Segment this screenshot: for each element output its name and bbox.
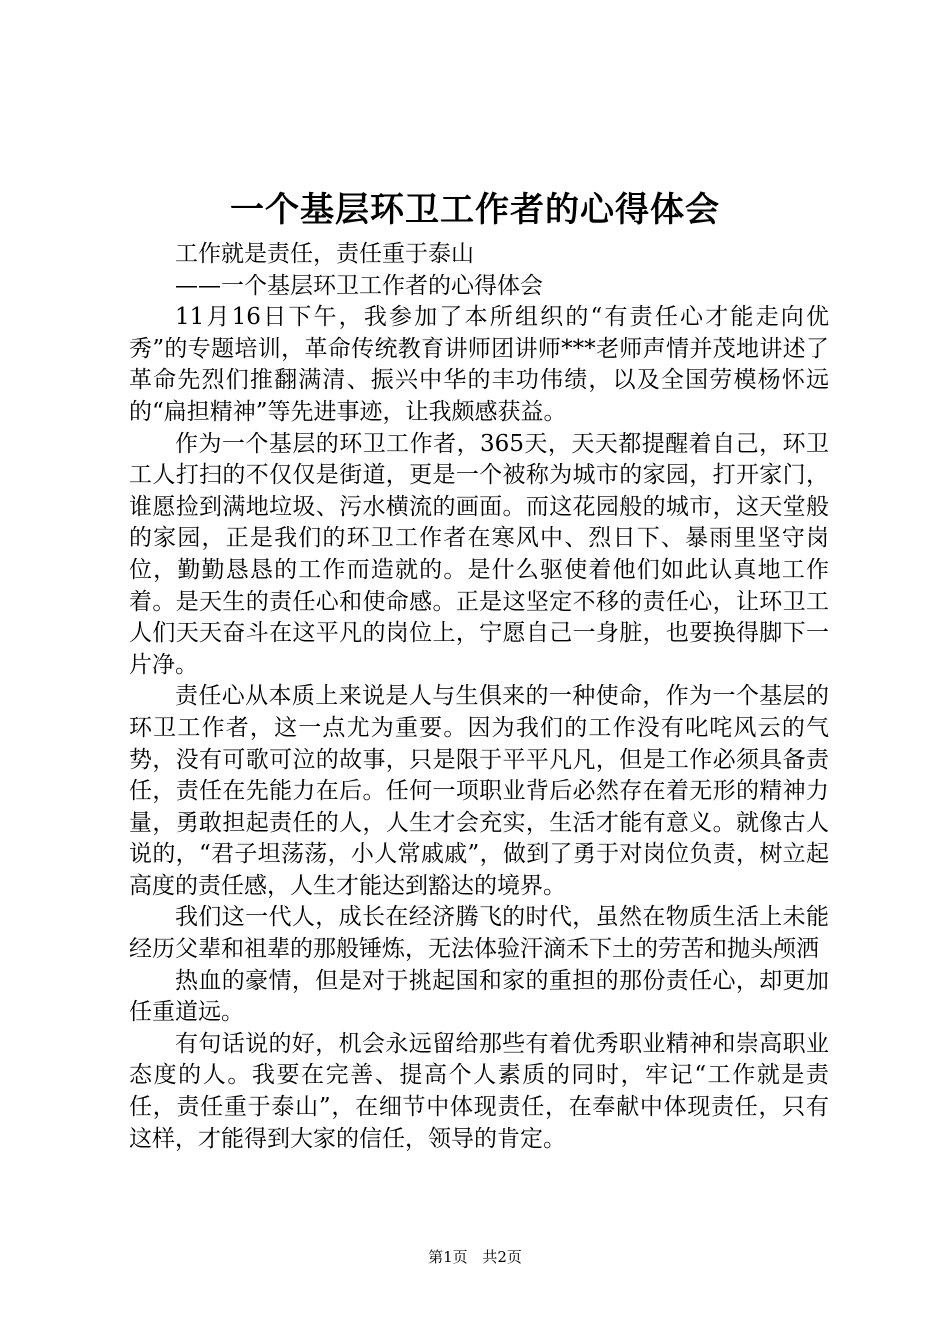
body-paragraph: 11月16日下午，我参加了本所组织的“有责任心才能走向优秀”的专题培训，革命传统教育讲师团讲师***老师声情并茂地讲述了革命先烈们推翻满清、振兴中华的丰功伟绩，以及全国劳模杨怀远的“扁担精神”等先进事迹，让我颇感获益。 bbox=[129, 304, 829, 425]
page-footer bbox=[0, 1247, 950, 1267]
body-paragraph: 作为一个基层的环卫工作者，365天，天天都提醒着自己，环卫工人打扫的不仅仅是街道，更是一个被称为城市的家园，打开家门，谁愿捡到满地垃圾、污水横流的画面。而这花园般的城市，这天堂般的家园，正是我们的环卫工作者在寒风中、烈日下、暴雨里坚守岗位，勤勤恳恳的工作而造就的。是什么驱使着他们如此认真地工作着。是天生的责任心和使命感。正是这坚定不移的责任心，让环卫工人们天天奋斗在这平凡的岗位上，宁愿自己一身脏，也要换得脚下一片净。 bbox=[129, 430, 829, 678]
body-paragraph: 有句话说的好，机会永远留给那些有着优秀职业精神和崇高职业态度的人。我要在完善、提高个人素质的同时，牢记“工作就是责任，责任重于泰山”，在细节中体现责任，在奉献中体现责任，只有这样，才能得到大家的信任，领导的肯定。 bbox=[129, 1030, 829, 1152]
subtitle-dash-line: ——一个基层环卫工作者的心得体会 bbox=[175, 272, 543, 299]
document-body bbox=[129, 239, 829, 1155]
body-paragraph: 责任心从本质上来说是人与生俱来的一种使命，作为一个基层的环卫工作者，这一点尤为重要。因为我们的工作没有叱咤风云的气势，没有可歌可泣的故事，只是限于平平凡凡，但是工作必须具备责任，责任在先能力在后。任何一项职业背后必然存在着无形的精神力量，勇敢担起责任的人，人生才会充实，生活才能有意义。就像古人说的，“君子坦荡荡，小人常戚戚”，做到了勇于对岗位负责，树立起高度的责任感，人生才能达到豁达的境界。 bbox=[129, 683, 829, 899]
subtitle-line: 工作就是责任，责任重于泰山 bbox=[175, 241, 474, 267]
page-total: 共2页 bbox=[482, 1248, 522, 1266]
page-number: 第1页 bbox=[428, 1248, 468, 1266]
body-paragraph: 热血的豪情，但是对于挑起国和家的重担的那份责任心，却更加任重道远。 bbox=[129, 967, 829, 1026]
body-paragraph: 我们这一代人，成长在经济腾飞的时代，虽然在物质生活上未能经历父辈和祖辈的那般锤炼，无法体验汗滴禾下土的劳苦和抛头颅洒 bbox=[129, 904, 829, 963]
document-title: 一个基层环卫工作者的心得体会 bbox=[230, 190, 720, 230]
